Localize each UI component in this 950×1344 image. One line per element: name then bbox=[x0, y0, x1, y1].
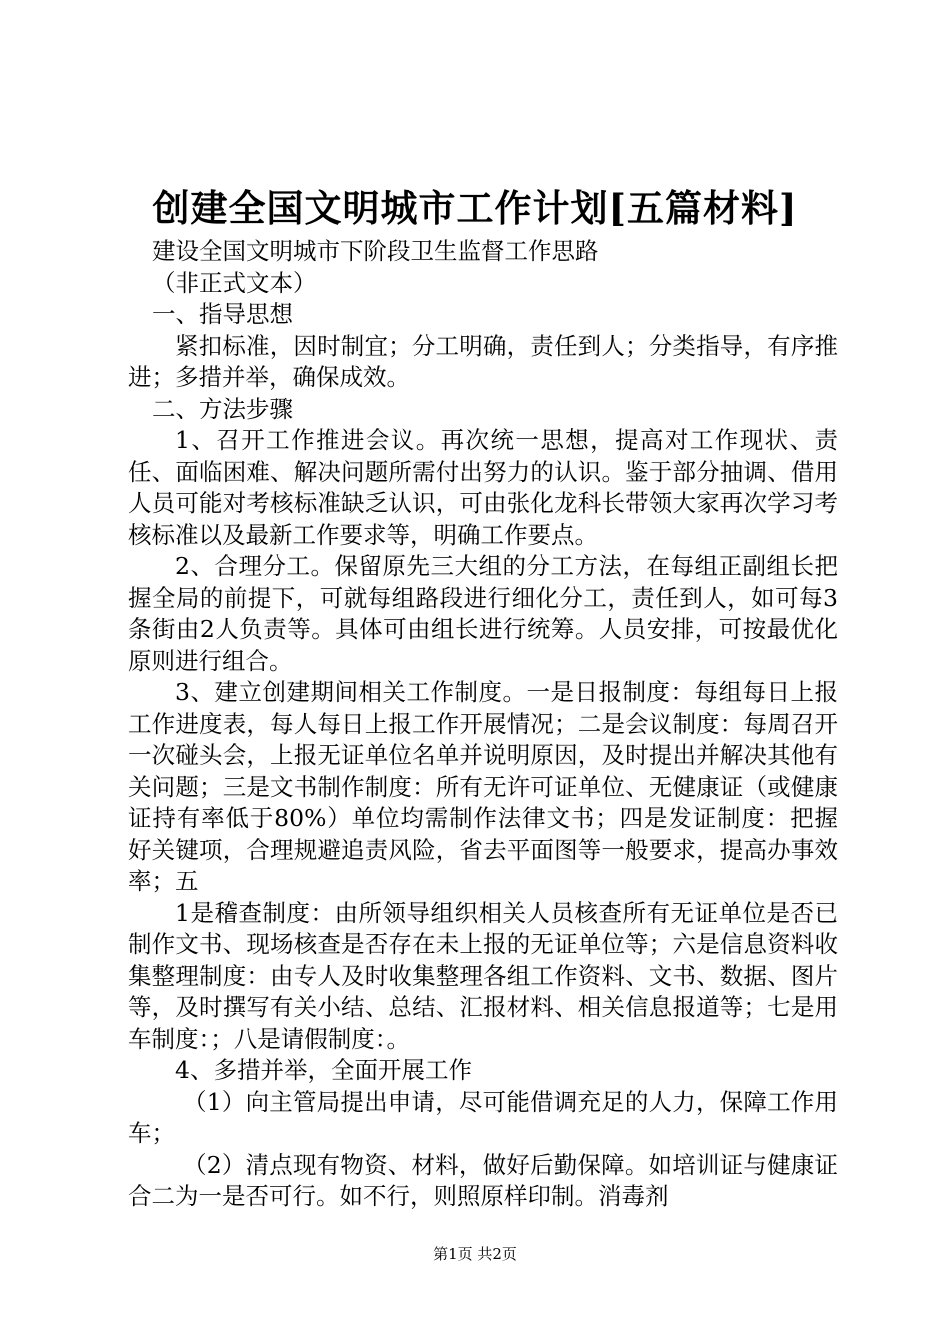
section-heading-2: 二、方法步骤 bbox=[152, 394, 293, 423]
paragraph-step-3-cont: 1是稽查制度：由所领导组织相关人员核查所有无证单位是否已制作文书、现场核查是否存在未上报的无证单位等；六是信息资料收集整理制度：由专人及时收集整理各组工作资料、文书、数据、图片等，及时撰写有关小结、总结、汇报材料、相关信息报道等；七是用车制度：；八是请假制度：。 bbox=[128, 898, 838, 1053]
page-footer: 第1页 共2页 bbox=[433, 1245, 517, 1263]
paragraph-item-2: （2）清点现有物资、材料，做好后勤保障。如培训证与健康证合二为一是否可行。如不行，则照原样印制。消毒剂 bbox=[128, 1150, 838, 1210]
paragraph-guiding-ideas: 紧扣标准，因时制宜；分工明确，责任到人；分类指导，有序推进；多措并举，确保成效。 bbox=[128, 331, 838, 391]
document-body bbox=[128, 236, 838, 1213]
paragraph-step-1: 1、召开工作推进会议。再次统一思想，提高对工作现状、责任、面临困难、解决问题所需付出努力的认识。鉴于部分抽调、借用人员可能对考核标准缺乏认识，可由张化龙科长带领大家再次学习考核标准以及最新工作要求等，明确工作要点。 bbox=[128, 426, 838, 549]
document-title: 创建全国文明城市工作计划[五篇材料] bbox=[152, 186, 798, 230]
section-heading-1: 一、指导思想 bbox=[152, 300, 293, 328]
paragraph-step-3: 3、建立创建期间相关工作制度。一是日报制度：每组每日上报工作进度表，每人每日上报工作开展情况；二是会议制度：每周召开一次碰头会，上报无证单位名单并说明原因，及时提出并解决其他有关问题；三是文书制作制度：所有无许可证单位、无健康证（或健康证持有率低于80%）单位均需制作法律文书；四是发证制度：把握好关键项，合理规避追责风险，省去平面图等一般要求，提高办事效率；五 bbox=[128, 678, 838, 895]
paragraph-step-2: 2、合理分工。保留原先三大组的分工方法，在每组正副组长把握全局的前提下，可就每组路段进行细化分工，责任到人，如可每3条街由2人负责等。具体可由组长进行统筹。人员安排，可按最优化原则进行组合。 bbox=[128, 552, 838, 675]
subtitle: 建设全国文明城市下阶段卫生监督工作思路 bbox=[152, 237, 599, 265]
paragraph-item-1: （1）向主管局提出申请，尽可能借调充足的人力，保障工作用车； bbox=[128, 1087, 838, 1147]
subtitle-note: （非正式文本） bbox=[152, 268, 317, 297]
paragraph-step-4: 4、多措并举，全面开展工作 bbox=[175, 1056, 472, 1084]
